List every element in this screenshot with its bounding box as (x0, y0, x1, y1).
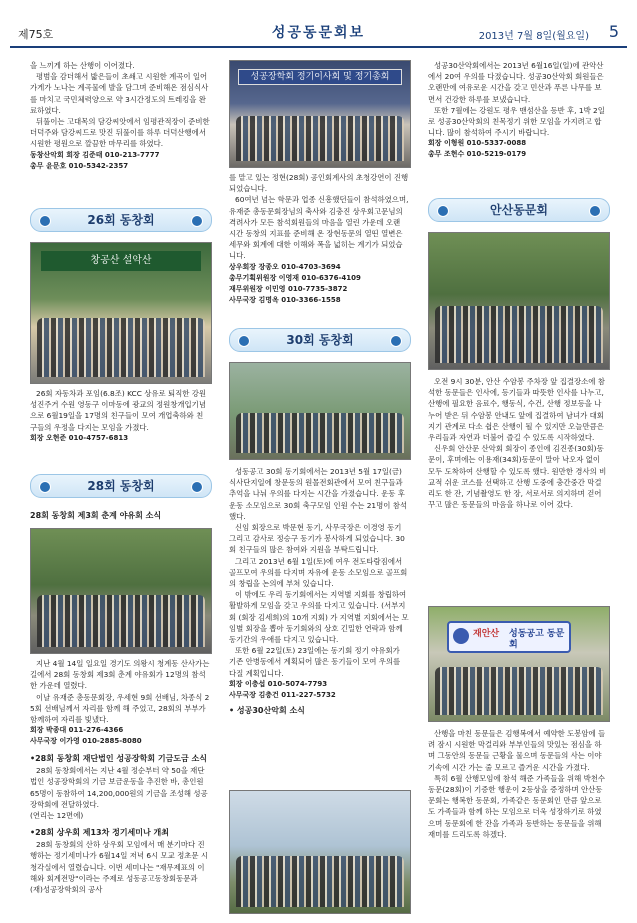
header-rule (10, 46, 627, 48)
article-28-subhead (30, 510, 210, 522)
contact-line: 회장 오현준 010-4757-6813 (30, 433, 129, 442)
paragraph: 특히 6월 산행모임에 참석 해준 가족들을 위해 박천수 동문(28회)이 기증한 행운이 2등상을 증정하며 안산동문회는 행복한 동문회, 가족같은 동문회인 만큼 앞으로도 가족들과 함께 하는 모임으로 더욱 성장하기로 하였으며 동문회에 한 잔을 가족과 동반하는 동문들을 위해 재미를 드리도록 하겠다. (428, 773, 606, 839)
people-group (435, 667, 603, 715)
photo-ansan-tent (428, 606, 610, 722)
section-banner-26 (30, 208, 212, 232)
banner-sign (238, 69, 402, 85)
paragraph: 신우회 안산문 산악회 회장이 종인에 김진종(30회)동문이, 후며에는 이용재(34회)동문이 말아 낙오자 없이 모두 도착하여 산행할 수 있도록 했다. 원만한 경사의 비교적 쉬운 코스를 선택하고 산행 도중에 충간중간 막걸리도 한 잔, 기념촬영도 한 장, 서로서로 의지하며 걷어 꾸고 많은 동문들의 마음을 하나로 이어 갔다. (428, 444, 607, 510)
newspaper-title: 성공동문회보 (271, 25, 366, 41)
paragraph: 을 느끼게 하는 산행이 이어졌다. (30, 61, 135, 70)
tent-banner-text: 성동공고 동문회 (509, 629, 565, 651)
article-subhead: • 성공30산악회 소식 (229, 705, 305, 715)
paragraph: 신임 회장으로 박문현 동기, 사무국장은 이경영 동기 그리고 감사로 정승구 동기가 봉사하게 되었습니다. 30회 친구들의 많은 참여와 지원을 부탁드립니다. (229, 523, 405, 555)
contact-line: 사무국장 김명옥 010-3366-1558 (229, 295, 341, 304)
article-30-hiking (428, 60, 608, 160)
article-subhead: 28회 동창회 제3회 춘계 야유회 소식 (30, 511, 162, 520)
article-26 (30, 388, 210, 444)
bullet-icon (589, 205, 601, 217)
contact-line: 사무국장 이가영 010-2885-8080 (30, 737, 142, 746)
contact-line: 회장 이충섭 010-5074-7793 (229, 679, 328, 688)
photo-28-picnic (30, 528, 212, 654)
paragraph: 26회 자동차과 포임(6.8조) KCC 상유로 퇴직한 강원성진주거 수원 영동구 이마동에 광교의 정원창개입기념으로 6월19일을 17명의 친구들이 모여 개업축하와 친구들의 우정을 다지는 모임을 가졌다. (30, 389, 207, 432)
paragraph: 28회 동창회에서는 지난 4월 정순부터 약 50을 재단법인 성공장학회의 기금 보금운동을 추진한 바, 총인원 65명이 동참하여 14,200,000원의 기금을 조성해 성공장학회에 전달하였다. (30, 766, 208, 809)
contact-line: 동창산악회 회장 김준태 010-213-7777 (30, 150, 160, 159)
contact-line: 총무기획위원장 이영재 010-6376-4109 (229, 273, 361, 282)
paragraph: 지난 4월 14일 일요일 경기도 의왕시 청계동 산사가는 길에서 28회 동창회 제3회 춘계 야유회가 12명의 참석한 가운데 열렸다. (30, 659, 210, 691)
contact-line: 총무 윤문호 010-5342-2357 (30, 161, 129, 170)
column-right (428, 60, 608, 915)
article-seminar-cont (229, 172, 409, 306)
article-subhead: •28회 상우회 제13차 정기세미나 개최 (30, 828, 169, 838)
people-group (435, 306, 603, 363)
contact-line: 사무국장 김충건 011-227-5732 (229, 690, 336, 699)
article-ansan (428, 376, 608, 510)
section-title: 안산동문회 (490, 203, 548, 217)
section-title: 28회 동창회 (87, 479, 155, 493)
bullet-icon (437, 205, 449, 217)
tent-banner-logo: 재안산 (473, 629, 500, 639)
people-group (37, 318, 205, 377)
logo-icon (453, 628, 469, 644)
contact-line: 회장 이형원 010-5337-0088 (428, 139, 527, 148)
bullet-icon (191, 481, 203, 493)
issue-date: 2013년 7월 8일(월요일) (478, 31, 589, 42)
banner-sign-text: 성공장학회 정기이사회 및 정기총회 (250, 72, 390, 82)
contact-line: 재무위원장 이민영 010-7735-3872 (229, 284, 348, 293)
photo-30-hiking (229, 790, 411, 914)
bullet-icon (39, 215, 51, 227)
people-group (236, 856, 404, 907)
column-left (30, 60, 210, 915)
paragraph: 성공30산악회에서는 2013년 6월16일(일)에 관악산에서 20여 우의를 다졌습니다. 성공30산악회 회원들은 오랜만에 여유로운 시간을 갖고 민산과 푸른 나무를 보면서 건강한 하루를 보냈습니다. (428, 61, 604, 104)
article-subhead: •28회 동창회 재단법인 성공장학회 기금도금 소식 (30, 754, 208, 764)
article-hiking-end (30, 60, 210, 172)
tent-banner (447, 621, 571, 653)
contact-line: 상우회장 장종오 010-4703-3694 (229, 262, 341, 271)
paragraph: 이날 유재준 총동문회장, 우세현 9회 선배님, 차종식 25회 선배님께서 자리를 함께 해 주었고, 28회의 부부가 함께하여 자리를 빛냈다. (30, 692, 210, 725)
article-ansan-2 (428, 728, 608, 840)
paragraph: 산행을 마친 동문들은 김행복에서 예약한 도봉암에 들려 잠시 시원한 막걸리와 부부인들의 맛있는 점심을 하며 그동안의 동문들 근황을 물으며 동문들의 사는 이야기속에 시간 가는 줄 모르고 즐거운 시간을 가졌다. (428, 729, 606, 772)
bullet-icon (191, 215, 203, 227)
section-banner-28 (30, 474, 212, 498)
paragraph: 그리고 2013년 6월 1일(토)에 여우 전도타람짐에서 골프모여 우의를 다지며 자유에 운동 소모임으로 골프회의 창립을 논의에 부쳐 있습니다. (229, 556, 408, 589)
photo-26-group (30, 242, 212, 384)
paragraph: 60여년 넘는 학문과 업종 신흥했던들이 참석하였으며, 유재준 총동문회장님의 축사와 김충진 상우회고문님의 격려사가 모든 참석회원들의 마음을 열린 가운데 오랜 시간 동창의 지표를 준비해 온 장현동문의 열띤 열변은 세무와 회계에 대한 이해와 폭을 넓히는 계기가 되었습니다. (229, 195, 409, 261)
paragraph: 28회 동창회의 산하 상우회 모임에서 매 분기마다 진행하는 정기세미나가 6월14일 저녁 6시 모교 정초문 시청각실에서 열렸습니다. 이번 세미나는 "재무제표의 이해와 회계전망"이라는 주제로 성동공고동창회동문과 (재)성공장학회의 공사 (30, 840, 209, 895)
contact-line: 회장 박종대 011-276-4366 (30, 726, 124, 735)
column-middle (229, 60, 409, 915)
issue-number: 제75호 (18, 28, 54, 41)
contact-line: 총무 조현수 010-5219-0179 (428, 150, 527, 159)
page-number: 5 (608, 22, 619, 41)
paragraph: 이 밖에도 우리 동기회에서는 지역별 지회를 창립하여 활발하게 모임을 갖고 우의를 다지고 있습니다. (서부지회 (회장 김세희)의 10개 지회) 가 지역별 지회에서는 모임별 회장을 뽑아 동기회와의 상호 긴밀한 연락과 함께 동기간의 우애를 다지고 있습니다. (229, 590, 409, 645)
bullet-icon (390, 335, 402, 347)
paragraph: 뒤풀이는 고대목의 담강씨앗에서 임평관적장이 준비한 더덕주와 담강씨드로 맛진 뒤풀이를 하루 더덕산행에서 시원한 평원으로 깔끔한 마무리를 하였다. (30, 117, 210, 149)
photo-30-group (229, 362, 411, 460)
paragraph: 오전 9시 30분, 안산 수암봉 주차장 앞 집결장소에 참석한 동문들은 인사에, 등기들과 따뜻한 인사를 나누고, 산행에 필요한 음료수, 행동식, 수건, 산행 정보등을 나누어 받은 뒤 수암봉 안내도 앞에 집결하여 남녀가 대회지기 관계로 다소 쉽은 산행이 될 수 있지만 오늘만큼은 우리들과 자연과 더불어 즐길 수 있도록 시작하였다. (428, 377, 605, 443)
paragraph: 를 맡고 있는 정현(28회) 공인회계사의 초청강연이 진행되었습니다. (229, 173, 409, 194)
section-title: 30회 동창회 (286, 333, 354, 347)
people-group (236, 413, 404, 453)
page-header (10, 22, 627, 44)
section-banner-30 (229, 328, 411, 352)
bullet-icon (39, 481, 51, 493)
people-group (37, 595, 205, 647)
people-group (236, 116, 404, 161)
paragraph: 평범을 감더해서 밟은들이 초쇄고 시원한 계곡이 일어 가게가 노나는 계곡물에 발을 담그며 준비해온 점심식사를 마치고 국민체력양으로 약 3시간정도의 트레킹을 완료하였다. (30, 72, 209, 115)
shop-sign-text: 창공산 설악산 (90, 255, 152, 266)
photo-ansan-group (428, 232, 610, 370)
paragraph: 성동공고 30회 동기회에서는 2013년 5월 17일(금) 식사단지일에 창문동의 원몰전회관에서 모여 친구들과 추억을 나눠 우의를 다지는 시간을 가졌습니다. 운동 후 운동 소모임으로 30회 축구모임 인원 수는 21명이 참석했다. (229, 467, 408, 521)
paragraph: 또한 7월에는 강원도 평우 맨섬산을 등반 후, 1박 2일로 성공30산악회의 친목정기 위한 모임을 가지려고 합니다. 많이 참석하여 주시기 바랍니다. (428, 105, 605, 138)
shop-sign (41, 251, 201, 271)
article-30 (229, 466, 409, 717)
paragraph: 또한 6월 22일(토) 23일에는 동기회 정기 야유회가 기존 안병동에서 계획되어 많은 동기들이 모여 우의를 다질 계획입니다. (229, 646, 401, 678)
section-title: 26회 동창회 (87, 213, 155, 227)
bullet-icon (238, 335, 250, 347)
photo-seminar-group (229, 60, 411, 168)
article-28 (30, 658, 210, 895)
paragraph: (연리는 12면에) (30, 811, 84, 821)
section-banner-ansan (428, 198, 610, 222)
